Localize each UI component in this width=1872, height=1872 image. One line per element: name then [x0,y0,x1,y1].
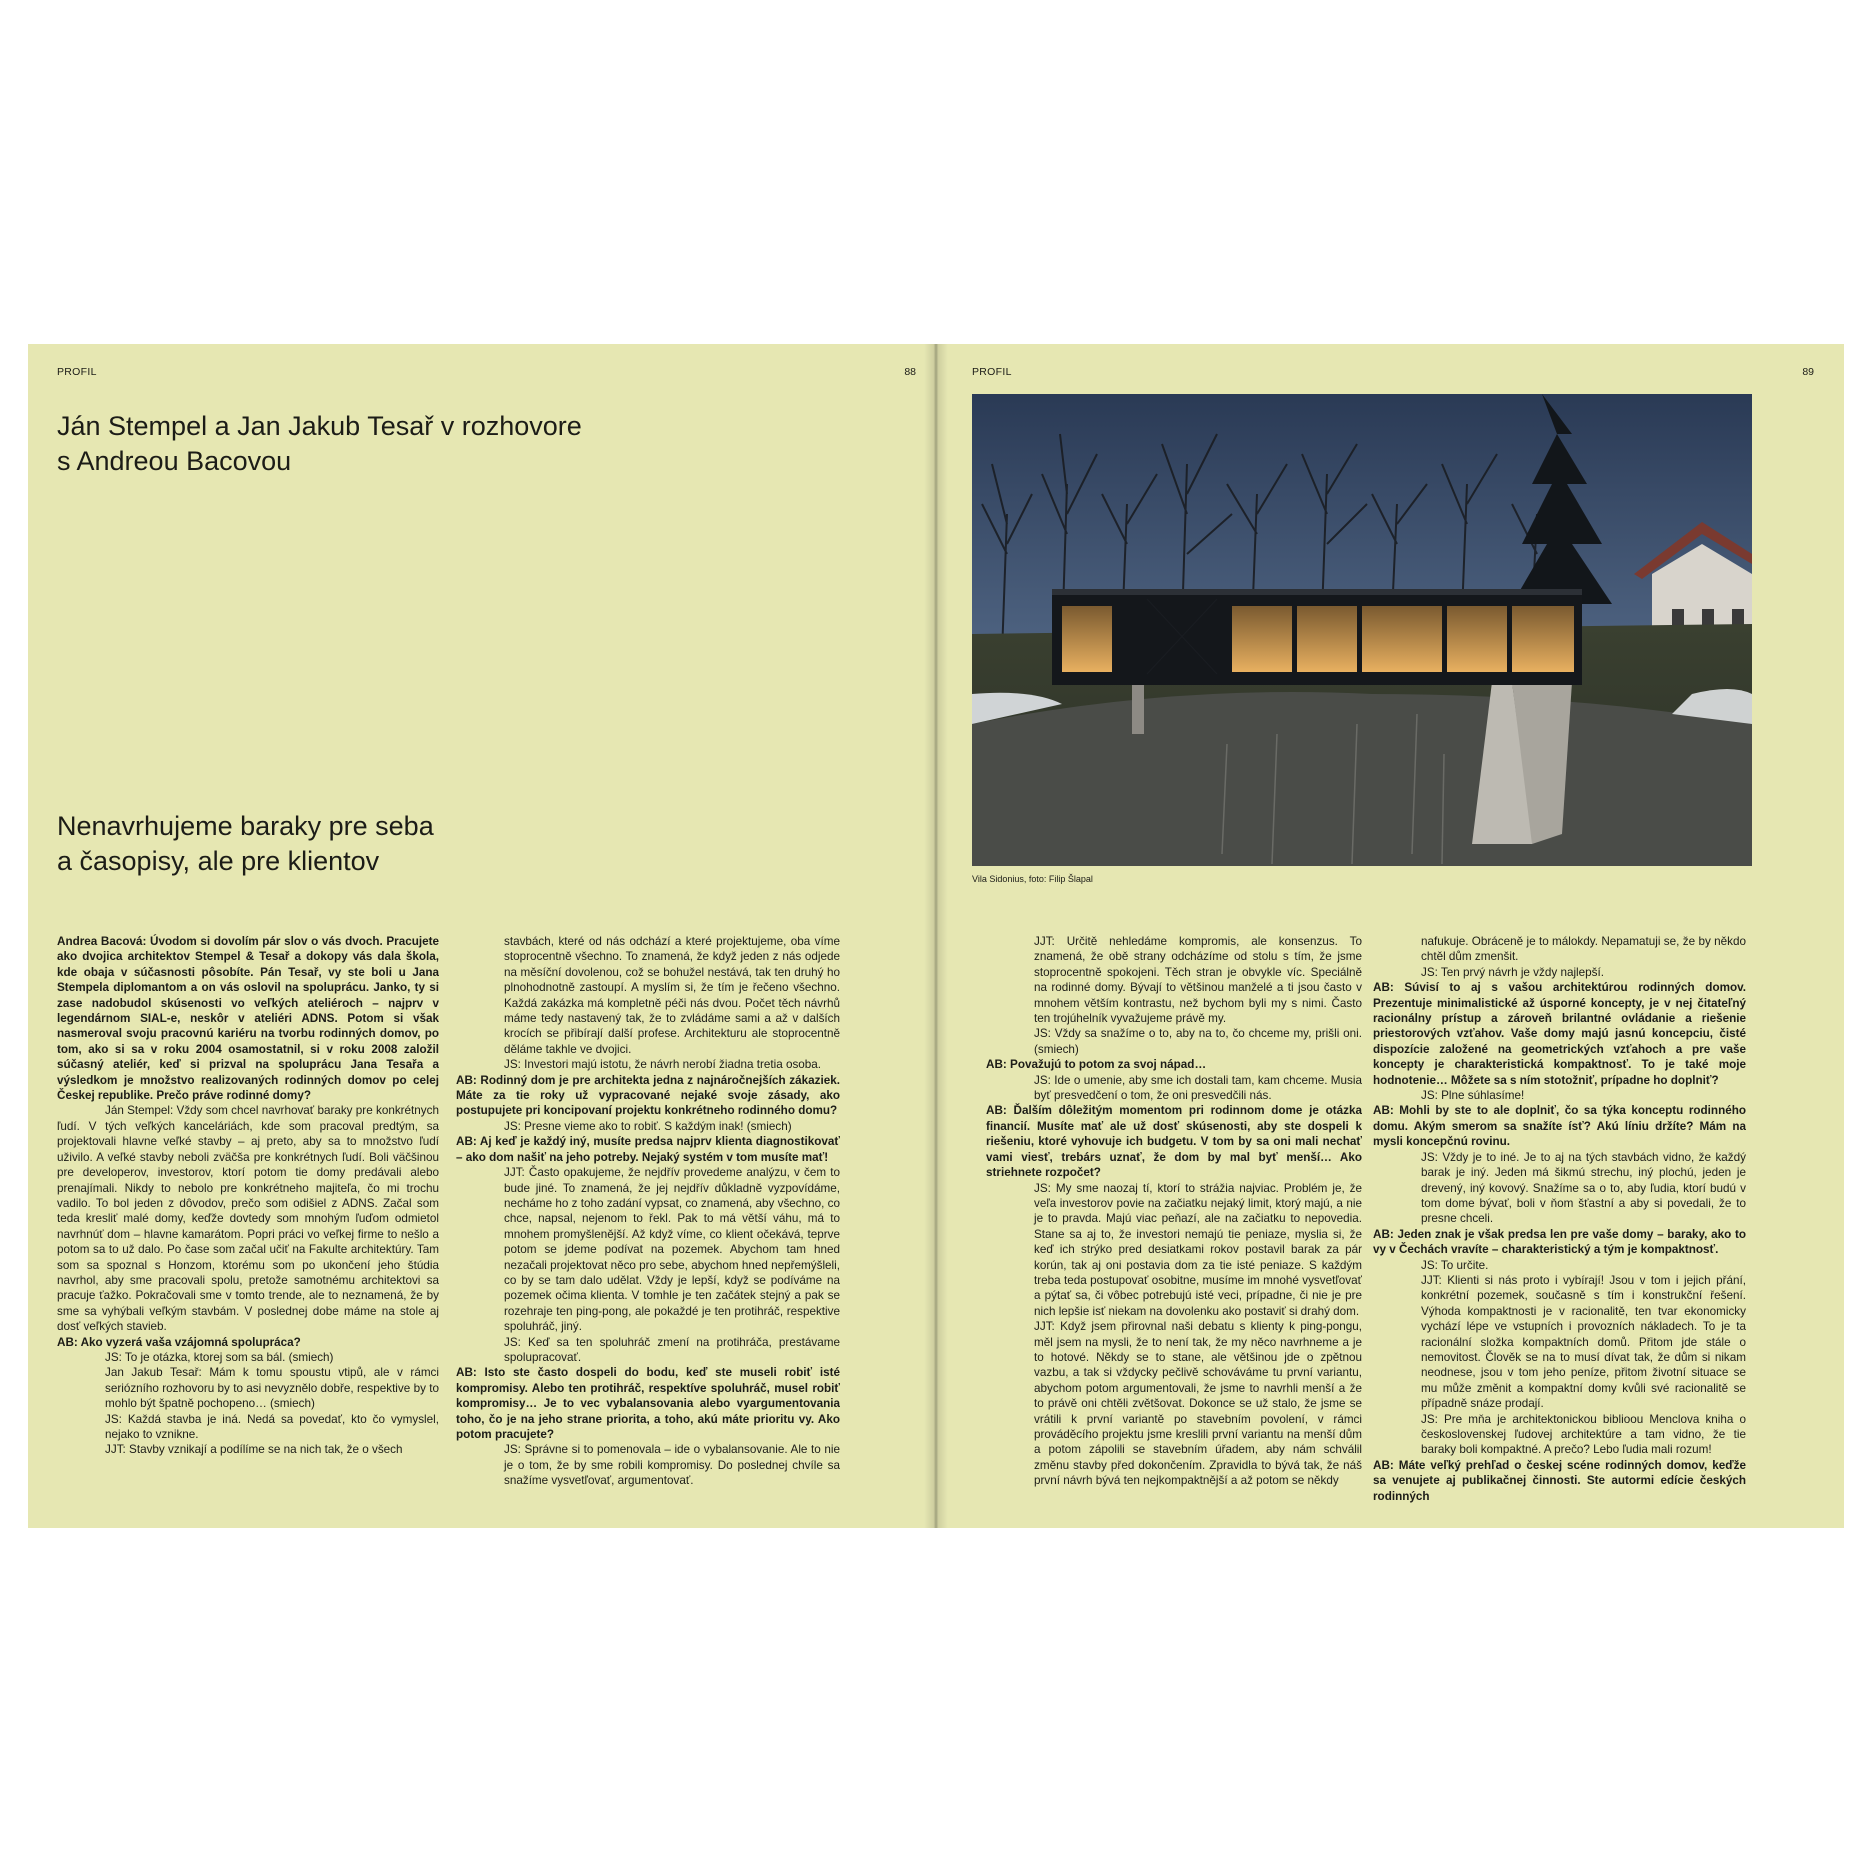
interview-paragraph: JS: Ide o umenie, aby sme ich dostali tam, kam chceme. Musia byť presvedčení o tom, že oni presvedčili nás. [1034,1073,1362,1103]
interview-question: AB: Ako vyzerá vaša vzájomná spolupráca? [57,1335,301,1349]
text-column-1 [57,934,439,1518]
interview-paragraph: Jan Jakub Tesař: Mám k tomu spoustu vtipů, ale v rámci seriózního rozhovoru by to asi nevyznělo dobře, respektive by to mohlo být špatně pochopeno… (smiech) [105,1366,439,1411]
interview-question: AB: Mohli by ste to ale doplniť, čo sa týka konceptu rodinného domu. Akým smerom sa snažíte ísť? Akú líniu držíte? Mám na mysli koncepčnú rovinu. [1373,1104,1746,1149]
interview-question: Andrea Bacová: Úvodom si dovolím pár slov o vás dvoch. Pracujete ako dvojica architektov Stempel & Tesař a dokopy vás dala škola, kde obaja v súčasnosti pôsobíte. Pán Tesař, vy ste boli u Jana Stempela diplomantom a on vás oslovil na spoluprácu. Janko, ty si zase nadobudol skúsenosti vo veľkých ateliéroch – najprv v legendárnom SIAL-e, neskôr v ateliéri ADNS. Potom si však nasmeroval svoju pracovnú kariéru na tvorbu rodinných domov, po tom, ako si sa v roku 2004 osamostatnil, si v roku 2008 založil súčasný ateliér, keď si prizval na spoluprácu Jana Tesařa a výsledkom je množstvo realizovaných rodinných domov po celej Českej republike. Prečo práve rodinné domy? [57,935,439,1103]
interview-paragraph: JS: Investori majú istotu, že návrh nerobí žiadna tretia osoba. [504,1058,822,1072]
interview-paragraph: JS: Vždy je to iné. Je to aj na tých stavbách vidno, že každý barak je iný. Jeden má šikmú strechu, iný plochú, jeden je drevený, iný kovový. Snažíme sa o to, aby ľudia, ktorí budú v tom dome bývať, boli v ňom šťastní a aby si povedali, že to presne chceli. [1421,1150,1746,1226]
interview-paragraph: JS: Pre mňa je architektonickou biblioou Menclova kniha o československej ľudovej architektúre a tam vidno, že tie baraky boli kompaktné. A prečo? Lebo ľudia mali rozum! [1421,1412,1746,1457]
interview-paragraph: JS: To je otázka, ktorej som sa bál. (smiech) [105,1350,334,1364]
article-subtitle [57,809,434,879]
interview-paragraph: JS: Každá stavba je iná. Nedá sa povedať, kto čo vymyslel, nejako to vznikne. [105,1412,439,1441]
text-column-1 [986,934,1362,1518]
interview-paragraph: JS: Správne si to pomenovala – ide o vybalansovanie. Ale to nie je o tom, že by sme robili kompromisy. Do poslednej chvíle sa snažíme vysvetľovať, argumentovať. [504,1443,840,1488]
interview-paragraph: JS: Presne vieme ako to robiť. S každým inak! (smiech) [504,1119,792,1133]
article-title-line2: s Andreou Bacovou [57,446,292,476]
running-head: PROFIL [972,366,1012,378]
text-column-2 [456,934,840,1518]
photo-caption: Vila Sidonius, foto: Filip Šlapal [972,874,1093,884]
interview-question: AB: Rodinný dom je pre architekta jedna z najnáročnejších zákaziek. Máte za tie roky už vypracované nejaké svoje zásady, ako postupujete pri koncipovaní projektu konkrétneho rodinného domu? [456,1073,840,1118]
interview-paragraph: JS: Vždy sa snažíme o to, aby na to, čo chceme my, prišli oni. (smiech) [1034,1027,1362,1056]
interview-paragraph: JJT: Stavby vznikají a podílíme se na nich tak, že o všech [105,1443,403,1457]
interview-question: AB: Ďalším dôležitým momentom pri rodinnom dome je otázka financií. Musíte mať ale už dosť skúsenosti, aby ste dospeli k riešeniu, ktoré vyhovuje ich budgetu. V tom by sa oni mali nechať vami viesť, trebárs uznať, že dom by mal byť menší… Ako striehnete rozpočet? [986,1104,1362,1180]
house-photo [972,394,1752,866]
interview-paragraph: JJT: Když jsem přirovnal naši debatu s klienty k ping-pongu, měl jsem na mysli, že to není tak, že my něco navrhneme a je to hotové. Někdy se to stane, ale většinou jde o zpětnou vazbu, a tak si vždycky pečlivě schováváme tu první variantu, abychom potom argumentovali, že jsme to navrhli menší a že to právě oni chtěli zvětšovat. Dokonce se už stalo, že jsme se vrátili k první variantě po stavebním povolení, v rámci prováděcího projektu jsme kreslili první variantu na menší dům a potom zápolili se stavebním úřadem, aby nám schválil změnu stavby před dokončením. Zpravidla to bývá tak, že náš první návrh bývá ten nejkompaktnější a až potom se někdy [1034,1320,1362,1488]
interview-paragraph: JS: My sme naozaj tí, ktorí to strážia najviac. Problém je, že veľa investorov povie na začiatku nejaký limit, ktorý majú, a nie je to pravda. Majú viac peňazí, ale na začiatku to nepovedia. Stane sa aj to, že investori nemajú tie peniaze, myslia si, že keď ich strýko pred desiatkami rokov postavil barak za pár korún, tak aj oni postavia dom za tie isté peniaze. S každým treba teda postupovať osobitne, musíme im mnohé vysvetľovať a pýtať sa, či vôbec potrebujú isté veci, prípadne, či nie je pre nich lepšie isť niekam na dovolenku ako postaviť si drahý dom. [1034,1181,1362,1318]
interview-paragraph: JJT: Klienti si nás proto i vybírají! Jsou v tom i jejich přání, konkrétní pozemek, současně s tím i konstrukční řešení. Výhoda kompaktnosti je v racionalitě, ten tvar ekonomicky vychází lépe ve vstupních i provozních nákladech. To je ta racionální složka kompaktních domů. Přitom jde stále o nemovitost. Člověk se na to musí dívat tak, že dům si nikam neodnese, jsou v tom jeho peníze, přitom životní situace se mu může změnit a kompaktní domy kvůli své racionalitě se případně snáze prodají. [1421,1273,1746,1411]
left-page [28,344,936,1528]
interview-question: AB: Súvisí to aj s vašou architektúrou rodinných domov. Prezentuje minimalistické až úsporné koncepty, je v nej čitateľný racionálny prístup a zároveň brilantné ovládanie a riešenie priestorových vzťahov. Vaše domy majú jasnú koncepciu, čisté dispozície založené na geometrických vzťahoch a pre vaše koncepty je charakteristická kompaktnosť. To je také moje hodnotenie… Môžete sa s ním stotožniť, prípadne ho doplniť? [1373,981,1746,1087]
interview-question: AB: Máte veľký prehľad o českej scéne rodinných domov, keďže sa venujete aj publikačnej činnosti. Ste autormi edície českých rodinných [1373,1458,1746,1503]
magazine-spread [28,344,1844,1528]
running-head: PROFIL [57,366,97,378]
interview-paragraph: JJT: Určitě nehledáme kompromis, ale konsenzus. To znamená, že obě strany odcházíme od stolu s tím, že jsme stoprocentně spokojeni. Těch stran je obvykle víc. Speciálně na rodinné domy. Bývají to většinou manželé a ti jsou často v mnohem větším kontrastu, než bychom byli my s nimi. Často ten trojúhelník vyvažujeme právě my. [1034,935,1362,1026]
interview-paragraph: JS: To určite. [1421,1258,1489,1272]
page-number: 88 [904,366,916,378]
house-photo-image [972,394,1752,866]
page-number: 89 [1802,366,1814,378]
interview-question: AB: Považujú to potom za svoj nápad… [986,1058,1207,1072]
article-title-line1: Ján Stempel a Jan Jakub Tesař v rozhovore [57,411,582,441]
interview-paragraph: JJT: Často opakujeme, že nejdřív provedeme analýzu, v čem to bude jiné. To znamená, že jej nejdřív důkladně vyzpovídáme, necháme ho z toho zadání vypsat, co znamená, aby všechno, co chce, napsal, nejenom to řekl. Pak to má větší váhu, má to mnohem promyšlenější. Až když víme, co klient očekává, teprve potom se jdeme podívat na pozemek. Abychom tam hned nezačali projektovat něco pro sebe, abychom hned nepřemýšleli, co by se tam dalo udělat. Vždy je lepší, když se podíváme na pozemek očima klienta. V tomhle je ten začátek stejný a pak se rozehraje ten ping-pong, ale pokaždé je ten protihráč, respektive spoluhráč, jiný. [504,1166,840,1334]
interview-paragraph: JS: Ten prvý návrh je vždy najlepší. [1421,965,1604,979]
interview-question: AB: Jeden znak je však predsa len pre vaše domy – baraky, ako to vy v Čechách vravíte – charakteristický a tým je kompaktnosť. [1373,1227,1746,1257]
article-title [57,409,582,479]
interview-paragraph: JS: Plne súhlasíme! [1421,1089,1525,1103]
article-subtitle-line2: a časopisy, ale pre klientov [57,846,380,876]
interview-paragraph: nafukuje. Obráceně je to málokdy. Nepamatuji se, že by někdo chtěl dům zmenšit. [1421,935,1746,964]
right-page [936,344,1844,1528]
interview-paragraph: JS: Keď sa ten spoluhráč zmení na protihráča, prestávame spolupracovať. [504,1335,840,1364]
text-column-2 [1373,934,1746,1518]
article-subtitle-line1: Nenavrhujeme baraky pre seba [57,811,434,841]
interview-question: AB: Isto ste často dospeli do bodu, keď ste museli robiť isté kompromisy. Alebo ten protihráč, respektíve spoluhráč, musel robiť kompromisy… Je to vec vybalansovania alebo vyargumentovania toho, čo je na jeho strane priorita, a toho, akú máte prioritu vy. Ako potom pracujete? [456,1366,840,1441]
interview-paragraph: Ján Stempel: Vždy som chcel navrhovať baraky pre konkrétnych ľudí. V tých veľkých kanceláriách, kde som pracoval predtým, sa projektovali hlavne veľké stavby – aj preto, aby sa to množstvo ľudí uživilo. A veľké stavby neboli zväčša pre konkrétnych ľudí. Boli väčšinou pre developerov, investorov, ktorí potom tie domy predávali alebo prenajímali. Nikdy to nebolo pre konkrétneho majiteľa, čo mi trochu vadilo. To bol jeden z dôvodov, prečo som odišiel z ADNS. Začal som teda kresliť malé domy, keďže dovtedy som mnohým ľuďom odmietol navrhnúť dom – hlavne kamarátom. Popri práci vo veľkej firme to nešlo a potom sa to už dalo. Po čase som začal učiť na Fakulte architektúry. Tam som sa spoznal s Honzom, ktorému som po ukončení jeho štúdia navrhol, aby sme pracovali spolu, pretože samotnému architektovi sa pracuje ťažko. Pokračovali sme v tomto trende, ale to neznamená, že by sme sa vyhýbali veľkým stavbám. V poslednej dobe máme na stole aj dosť veľkých stavieb. [57,1104,439,1334]
interview-paragraph: stavbách, které od nás odchází a které projektujeme, oba víme stoprocentně všechno. To znamená, že když jeden z nás odjede na měsíční dovolenou, což se bohužel nestává, tak ten druhý ho plnohodnotně zastoupí. A myslím si, že tím je řečeno všechno. Každá zakázka má kompletně péči nás dvou. Počet těch návrhů máme tedy nastavený tak, že to zvládáme sami a až v dalších krocích se přibírají další profese. Architekturu ale stoprocentně děláme takhle ve dvojici. [504,935,840,1056]
interview-question: AB: Aj keď je každý iný, musíte predsa najprv klienta diagnostikovať – ako dom našiť na jeho potreby. Nejaký systém v tom musíte mať! [456,1135,840,1164]
